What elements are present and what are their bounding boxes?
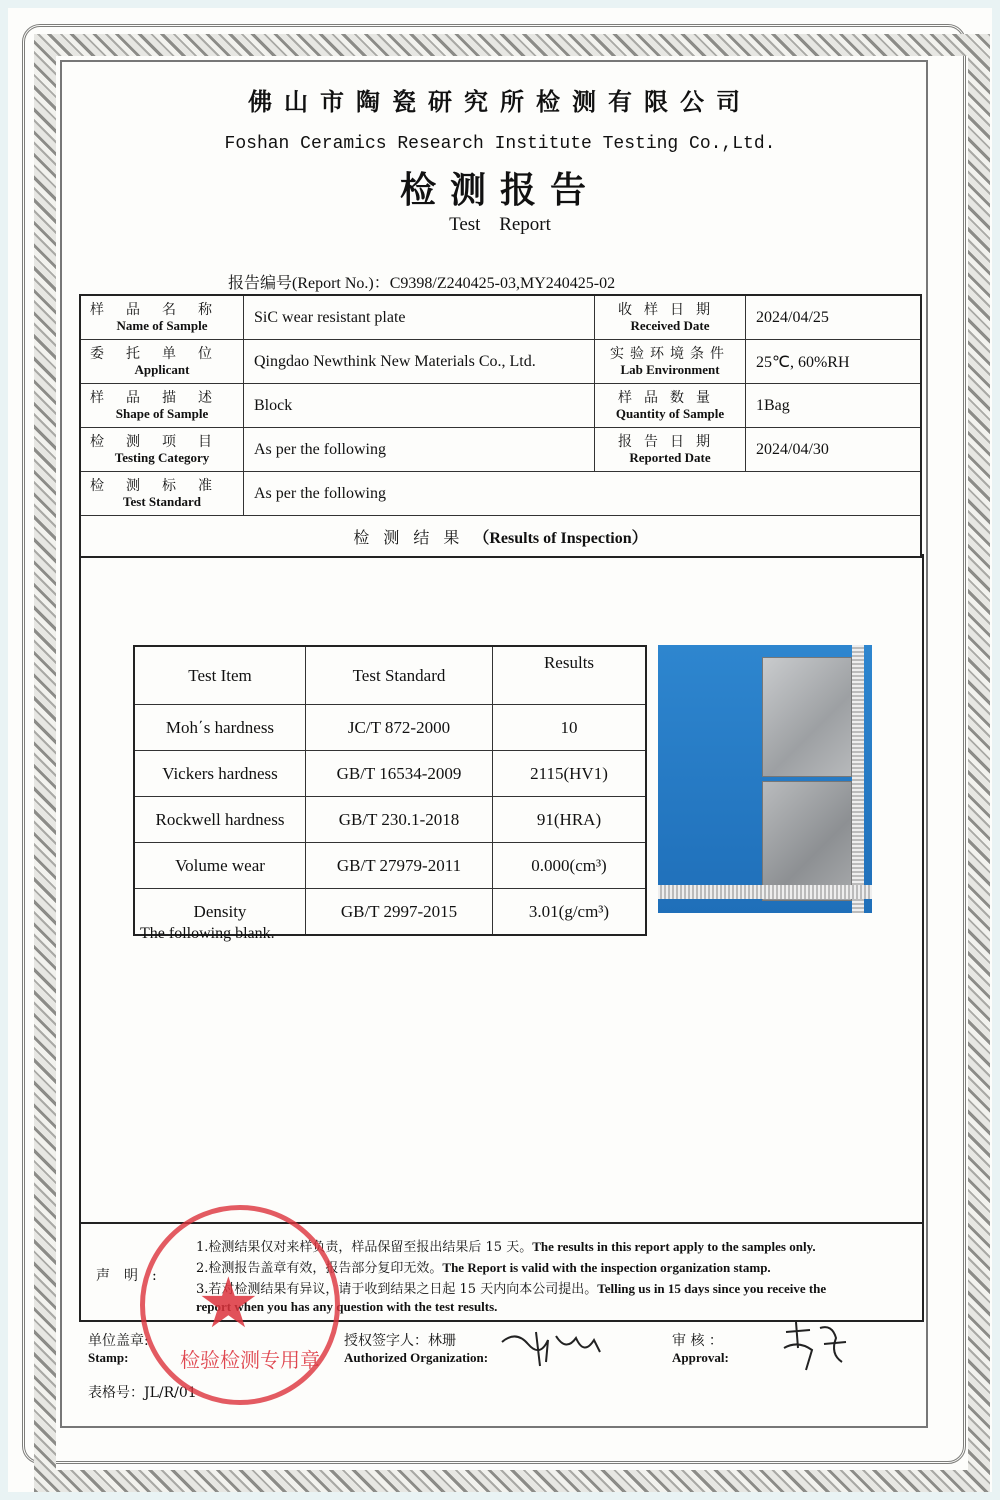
header-test-item: Test Item bbox=[134, 646, 306, 705]
test-item-cell: Volume wear bbox=[134, 843, 306, 889]
results-table bbox=[133, 645, 647, 936]
table-row bbox=[134, 843, 646, 889]
test-standard-cell: JC/T 872-2000 bbox=[306, 705, 493, 751]
ruler-vertical bbox=[852, 645, 864, 913]
result-cell: 0.000(cm³) bbox=[493, 843, 647, 889]
table-row bbox=[134, 797, 646, 843]
following-blank-note: The following blank. bbox=[140, 925, 275, 942]
label-shape-of-sample: 样品描述 Shape of Sample bbox=[80, 384, 244, 428]
label-applicant: 委托单位 Applicant bbox=[80, 340, 244, 384]
form-number: 表格号：JL/R/01 bbox=[88, 1385, 197, 1401]
declaration-label: 声明: bbox=[96, 1268, 171, 1284]
label-quantity-of-sample: 样品数量 Quantity of Sample bbox=[595, 384, 746, 428]
ruler-horizontal bbox=[658, 885, 872, 899]
seal-text: 检验检测专用章 bbox=[180, 1348, 320, 1372]
authorized-label: 授权签字人：林珊 Authorized Organization: bbox=[344, 1333, 489, 1365]
value-test-standard: As per the following bbox=[244, 472, 922, 516]
label-lab-environment: 实验环境条件 Lab Environment bbox=[595, 340, 746, 384]
sample-info-table bbox=[79, 294, 922, 558]
declaration-line: 1.检测结果仅对来样负责，样品保留至报出结果后 15 天。The results in this report apply to the samples only. bbox=[196, 1239, 816, 1255]
value-name-of-sample: SiC wear resistant plate bbox=[244, 295, 595, 340]
declaration-line: 3.若对检测结果有异议，请于收到结果之日起 15 天内向本公司提出。Telling us in 15 days since you receive the bbox=[196, 1281, 827, 1297]
value-lab-environment: 25℃, 60%RH bbox=[746, 340, 922, 384]
table-row bbox=[134, 751, 646, 797]
test-standard-cell: GB/T 230.1-2018 bbox=[306, 797, 493, 843]
label-testing-category: 检测项目 Testing Category bbox=[80, 428, 244, 472]
label-received-date: 收样日期 Received Date bbox=[595, 295, 746, 340]
label-test-standard: 检测标准 Test Standard bbox=[80, 472, 244, 516]
header-results: Results bbox=[493, 646, 647, 705]
test-item-cell: Vickers hardness bbox=[134, 751, 306, 797]
result-cell: 2115(HV1) bbox=[493, 751, 647, 797]
value-received-date: 2024/04/25 bbox=[746, 295, 922, 340]
header-test-standard: Test Standard bbox=[306, 646, 493, 705]
value-quantity-of-sample: 1Bag bbox=[746, 384, 922, 428]
result-cell: 10 bbox=[493, 705, 647, 751]
company-name-cn: 佛山市陶瓷研究所检测有限公司 bbox=[248, 87, 752, 116]
approver-signature bbox=[776, 1318, 856, 1376]
declaration-line: report when you has any question with the test results. bbox=[196, 1299, 498, 1314]
label-reported-date: 报告日期 Reported Date bbox=[595, 428, 746, 472]
test-standard-cell: GB/T 2997-2015 bbox=[306, 889, 493, 936]
stamp-label: 单位盖章: Stamp: bbox=[88, 1333, 149, 1365]
seal-star-icon: ★ bbox=[197, 1262, 260, 1344]
result-cell: 91(HRA) bbox=[493, 797, 647, 843]
report-title-cn: 检测报告 bbox=[399, 169, 600, 211]
result-cell: 3.01(g/cm³) bbox=[493, 889, 647, 936]
results-heading: 检测结果（Results of Inspection） bbox=[80, 516, 921, 558]
sample-plate-top bbox=[762, 657, 852, 777]
test-standard-cell: GB/T 16534-2009 bbox=[306, 751, 493, 797]
approval-label: 审 核 ： Approval: bbox=[672, 1333, 729, 1365]
test-item-cell: Density bbox=[134, 889, 306, 936]
value-testing-category: As per the following bbox=[244, 428, 595, 472]
company-name-en: Foshan Ceramics Research Institute Testing Co.,Ltd. bbox=[224, 134, 776, 154]
table-row bbox=[134, 705, 646, 751]
report-title-en: Test Report bbox=[449, 214, 551, 235]
declaration-line: 2.检测报告盖章有效，报告部分复印无效。The Report is valid with the inspection organization stamp. bbox=[196, 1260, 771, 1276]
test-item-cell: Moh΄s hardness bbox=[134, 705, 306, 751]
sample-photo bbox=[658, 645, 872, 913]
report-number: 报告编号(Report No.)：C9398/Z240425-03,MY240425-02 bbox=[228, 275, 616, 292]
value-shape-of-sample: Block bbox=[244, 384, 595, 428]
test-item-cell: Rockwell hardness bbox=[134, 797, 306, 843]
value-reported-date: 2024/04/30 bbox=[746, 428, 922, 472]
sample-plate-bottom bbox=[762, 781, 852, 901]
test-standard-cell: GB/T 27979-2011 bbox=[306, 843, 493, 889]
authorizer-signature bbox=[496, 1322, 606, 1368]
label-name-of-sample: 样品名称 Name of Sample bbox=[80, 295, 244, 340]
value-applicant: Qingdao Newthink New Materials Co., Ltd. bbox=[244, 340, 595, 384]
